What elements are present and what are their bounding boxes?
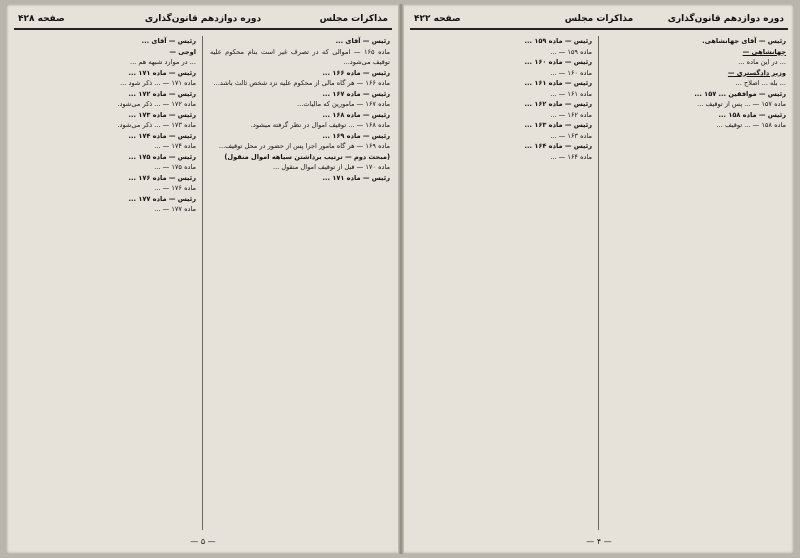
article-paragraph: ماده ۱۶۸ — ... توقیف اموال در نظر گرفته میشود. — [250, 121, 390, 129]
article-paragraph: ... در این ماده ... — [738, 58, 786, 66]
right-page-right-column — [606, 36, 786, 532]
speaker-label: رئیس — آقای ... — [335, 37, 390, 45]
left-page — [14, 10, 392, 548]
left-column-divider — [202, 36, 203, 530]
right-page-number: صفحه ۴۲۲ — [414, 14, 461, 24]
speaker-label: رئیس — ماده ۱۶۲ ... — [524, 100, 592, 108]
right-running-subtitle: مذاکرات مجلس — [564, 14, 634, 24]
article-paragraph: ماده ۱۵۹ — ... — [550, 47, 592, 56]
article-paragraph: ماده ۱۶۹ — هر گاه مامور اجرا پس از حضور در محل توقیف... — [218, 142, 390, 150]
right-page-left-column — [412, 36, 592, 532]
left-page-footer: — ۵ — — [190, 537, 216, 546]
speaker-label: رئیس — ماده ۱۷۷ ... — [128, 194, 196, 203]
speaker-label: رئیس — آقای جهانشاهی. — [702, 37, 786, 45]
right-page — [410, 10, 788, 548]
speaker-label: رئیس — ماده ۱۷۲ ... — [128, 89, 196, 98]
speaker-label: رئیس — ماده ۱۶۴ ... — [524, 142, 592, 150]
speaker-label: رئیس — ماده ۱۵۸ ... — [718, 110, 786, 119]
left-page-number: صفحه ۴۲۸ — [18, 14, 65, 24]
speaker-label: رئیس — ماده ۱۷۵ ... — [128, 152, 196, 161]
article-paragraph: ماده ۱۶۶ — هر گاه مالی از محکوم علیه نزد شخص ثالث باشد... — [213, 79, 390, 87]
article-paragraph: ... در موارد شبهه هم ... — [129, 58, 196, 66]
right-page-footer: — ۴ — — [586, 537, 612, 546]
speaker-label: (مبحث دوم — ترتیب برداشتن سیاهه اموال منقول) — [224, 152, 390, 161]
speaker-label: رئیس — ماده ۱۷۱ ... — [128, 68, 196, 77]
article-paragraph: ماده ۱۵۷ — ... پس از توقیف ... — [697, 100, 786, 108]
article-paragraph: ماده ۱۷۳ — ... ذکر می‌شود. — [117, 121, 196, 129]
article-paragraph: ماده ۱۶۳ — ... — [550, 131, 592, 140]
speaker-label: رئیس — ماده ۱۶۳ ... — [524, 121, 592, 129]
article-paragraph: ماده ۱۷۶ — ... — [154, 184, 196, 192]
speaker-label: اوجی — — [169, 47, 196, 56]
left-page-left-column — [16, 36, 196, 532]
speaker-label: رئیس — ماده ۱۷۴ ... — [128, 131, 196, 140]
speaker-label: رئیس — موافقین ... ۱۵۷ ... — [694, 89, 786, 98]
speaker-label: رئیس — ماده ۱۶۶ ... — [322, 68, 390, 77]
article-paragraph: ماده ۱۶۲ — ... — [550, 110, 592, 119]
article-paragraph: ... بله ... اصلاح ... — [735, 79, 786, 87]
speaker-label: رئیس — ماده ۱۷۱ ... — [322, 173, 390, 182]
speaker-label: رئیس — ماده ۱۶۸ ... — [322, 110, 390, 119]
article-paragraph: ماده ۱۶۴ — ... — [550, 152, 592, 161]
speaker-label: رئیس — ماده ۱۶۷ ... — [322, 89, 390, 98]
article-paragraph: ماده ۱۶۰ — ... — [550, 68, 592, 77]
speaker-label: رئیس — ماده ۱۶۰ ... — [524, 58, 592, 66]
book-gutter — [398, 4, 404, 554]
article-paragraph: ماده ۱۷۷ — ... — [154, 205, 196, 213]
article-paragraph: ماده ۱۷۴ — ... — [154, 142, 196, 150]
speaker-label: رئیس — ماده ۱۷۶ ... — [128, 173, 196, 182]
left-page-header — [14, 10, 392, 30]
article-paragraph: ماده ۱۷۱ — ... ذکر شود ... — [120, 79, 196, 87]
speaker-label: رئیس — ماده ۱۵۹ ... — [524, 37, 592, 45]
speaker-label: رئیس — آقای ... — [141, 37, 196, 45]
right-column-divider — [598, 36, 599, 530]
article-paragraph: ماده ۱۶۷ — مامورین که مالیات... — [297, 100, 390, 108]
right-running-title: دوره دوازدهم قانون‌گذاری — [667, 14, 784, 24]
speaker-label: وزیر دادگستری — — [727, 68, 786, 77]
right-page-header — [410, 10, 788, 30]
speaker-label: جهانشاهی — — [742, 47, 786, 56]
speaker-label: رئیس — ماده ۱۶۹ ... — [322, 131, 390, 140]
left-running-title: دوره دوازدهم قانون‌گذاری — [144, 14, 262, 24]
speaker-label: رئیس — ماده ۱۷۳ ... — [128, 110, 196, 119]
article-paragraph: ماده ۱۷۵ — ... — [154, 163, 196, 171]
speaker-label: رئیس — ماده ۱۶۱ ... — [524, 79, 592, 87]
book-spread — [6, 4, 794, 554]
article-paragraph: ماده ۱۵۸ — ... توقیف ... — [716, 121, 786, 129]
article-paragraph: ماده ۱۷۰ — قبل از توقیف اموال منقول ... — [272, 163, 390, 171]
left-page-right-column — [210, 36, 390, 532]
article-paragraph: ماده ۱۶۱ — ... — [550, 89, 592, 98]
article-paragraph: ماده ۱۷۲ — ... ذکر می‌شود. — [117, 100, 196, 108]
left-running-subtitle: مذاکرات مجلس — [319, 14, 388, 24]
article-paragraph: ماده ۱۶۵ — اموالی که در تصرف غیر است بنام محکوم علیه توقیف می‌شود... — [210, 47, 390, 66]
